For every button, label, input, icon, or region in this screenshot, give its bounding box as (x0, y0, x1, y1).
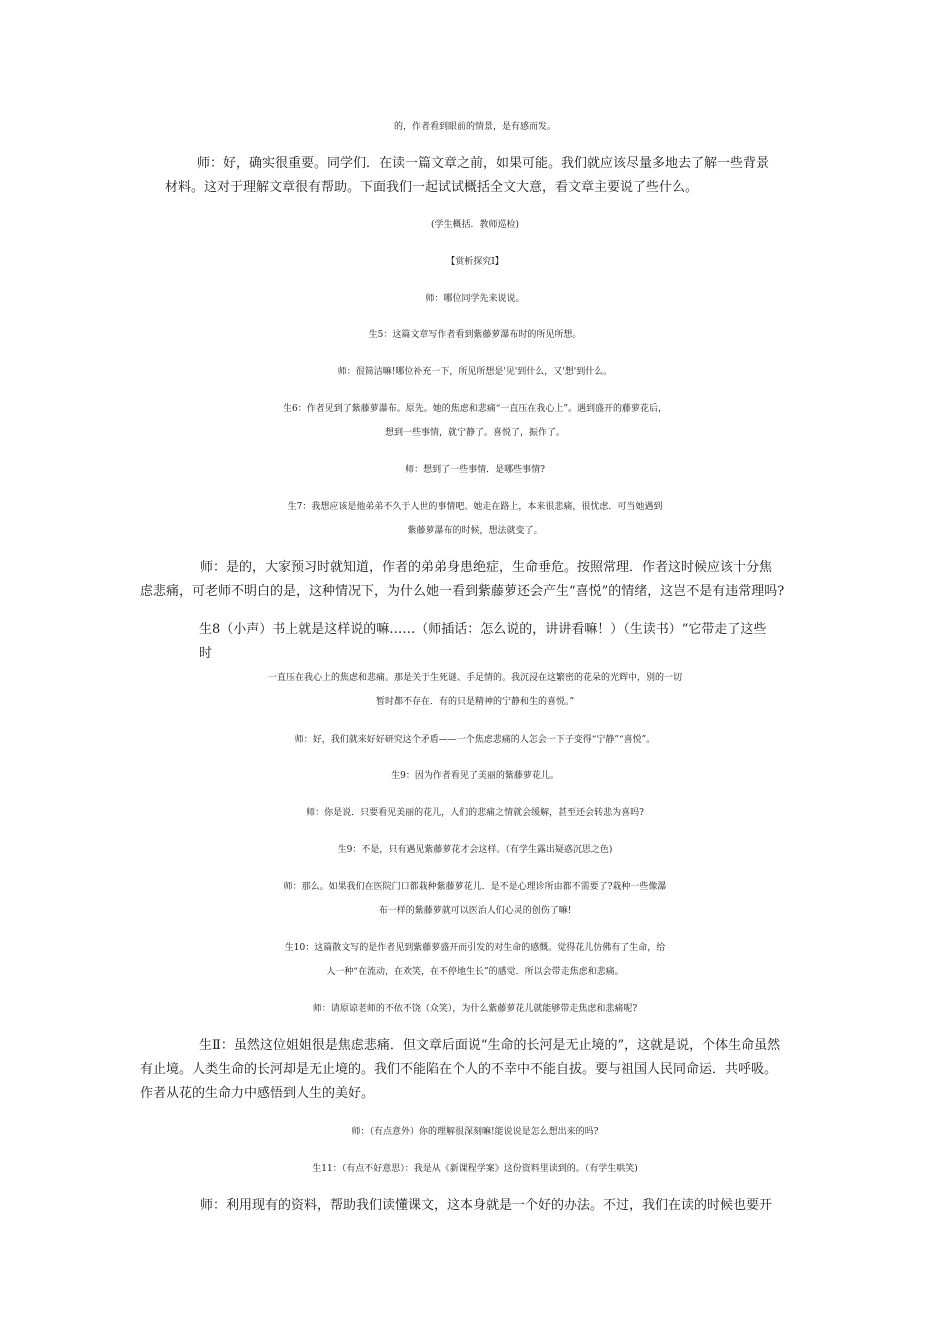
text-line: 生Ⅱ：虽然这位姐姐很是焦虑悲痛．但文章后面说“生命的长河是无止境的”，这就是说，个体生命虽然 (199, 1038, 781, 1053)
text-line: 暂时都不存在．有的只是精神的宁静和生的喜悦。” (375, 697, 575, 707)
text-line: 材料。这对于理解文章很有帮助。下面我们一起试试概括全文大意，看文章主要说了些什么。 (165, 180, 699, 195)
text-line: 生6：作者见到了紫藤萝瀑布。原先。她的焦虑和悲痛“一直压在我心上”。遇到盛开的藤萝花后， (283, 404, 667, 414)
text-line: 的，作者看到眼前的情景，是有感而发。 (393, 122, 556, 132)
text-line: 师：好，我们就来好好研究这个矛盾——一个焦虑悲痛的人怎会一下子变得“宁静”“喜悦”。 (294, 735, 656, 745)
text-line: 人一种“在流动，在欢笑，在不停地生长”的感觉．所以会带走焦虑和悲痛。 (326, 967, 624, 977)
text-line: (学生概括．教师巡检) (430, 220, 520, 230)
text-line: 师：是的，大家预习时就知道，作者的弟弟身患绝症，生命垂危。按照常理．作者这时候应该十分焦 (200, 560, 773, 575)
section-heading: 【赏析探究Ⅰ】 (446, 257, 504, 267)
text-line: 一直压在我心上的焦虑和悲痛。那是关于生死谜、手足情的。我沉浸在这繁密的花朵的光辉中，别的一切 (267, 673, 682, 683)
text-line: 师：你是说．只要看见美丽的花儿，人们的悲痛之情就会缓解，甚至还会转悲为喜吗? (306, 808, 644, 818)
text-line: 生7：我想应该是他弟弟不久于人世的事情吧。她走在路上，本来很悲痛，很忧虑．可当她遇到 (287, 502, 663, 512)
text-line: 布一样的紫藤萝就可以医治人们心灵的创伤了嘛! (378, 906, 572, 916)
text-line: 紫藤萝瀑布的时候，想法就变了。 (407, 526, 543, 536)
text-line: 师：很简洁嘛!哪位补充一下，所见所想是'见'到什么，又'想'到什么。 (337, 367, 613, 377)
text-line: 时 (199, 646, 213, 661)
text-line: 师：请原谅老师的不依不饶（众笑），为什么紫藤萝花儿就能够带走焦虑和悲痛呢? (312, 1004, 638, 1014)
text-line: 想到一些事情，就宁静了。喜悦了，振作了。 (384, 428, 565, 438)
text-line: 生8（小声）书上就是这样说的嘛……（师插话：怎么说的，讲讲看嘛！）（生读书）“它带走了这些 (199, 622, 767, 637)
text-line: 师：利用现有的资料，帮助我们读懂课文，这本身就是一个好的办法。不过，我们在读的时候也要开 (200, 1198, 773, 1213)
text-line: 生5：这篇文章写作者看到紫藤萝瀑布时的所见所想。 (368, 330, 582, 340)
text-line: 师：想到了一些事情．是哪些事情? (405, 465, 545, 475)
text-line: 生11：（有点不好意思）：我是从《新课程学案》这份资料里读到的。（有学生哄笑) (312, 1164, 638, 1174)
text-line: 师：那么。如果我们在医院门口都栽种紫藤萝花儿．是不是心理诊所由都不需要了?栽种一些像瀑 (283, 882, 667, 892)
text-line: 虑悲痛，可老师不明白的是，这种情况下，为什么她一看到紫藤萝还会产生“喜悦”的情绪，这岂不是有违常理吗? (140, 584, 785, 599)
text-line: 师：（有点意外）你的理解很深刻嘛!能说说是怎么想出来的吗? (351, 1127, 599, 1137)
text-line: 师：哪位同学先来说说。 (425, 294, 525, 304)
text-line: 师：好，确实很重要。同学们．在读一篇文章之前，如果可能。我们就应该尽量多地去了解一些背景 (197, 156, 770, 171)
text-line: 生9：因为作者看见了美丽的紫藤萝花儿。 (391, 771, 559, 781)
text-line: 作者从花的生命力中感悟到人生的美好。 (140, 1086, 375, 1101)
text-line: 生9：不是，只有遇见紫藤萝花才会这样。（有学生露出疑惑沉思之色) (337, 845, 613, 855)
text-line: 有止境。人类生命的长河却是无止境的。我们不能陷在个人的不幸中不能自拔。要与祖国人民同命运．共呼吸。 (140, 1062, 778, 1077)
text-line: 生10：这篇散文写的是作者见到紫藤萝盛开而引发的对生命的感慨。觉得花儿仿佛有了生命，给 (284, 943, 666, 953)
